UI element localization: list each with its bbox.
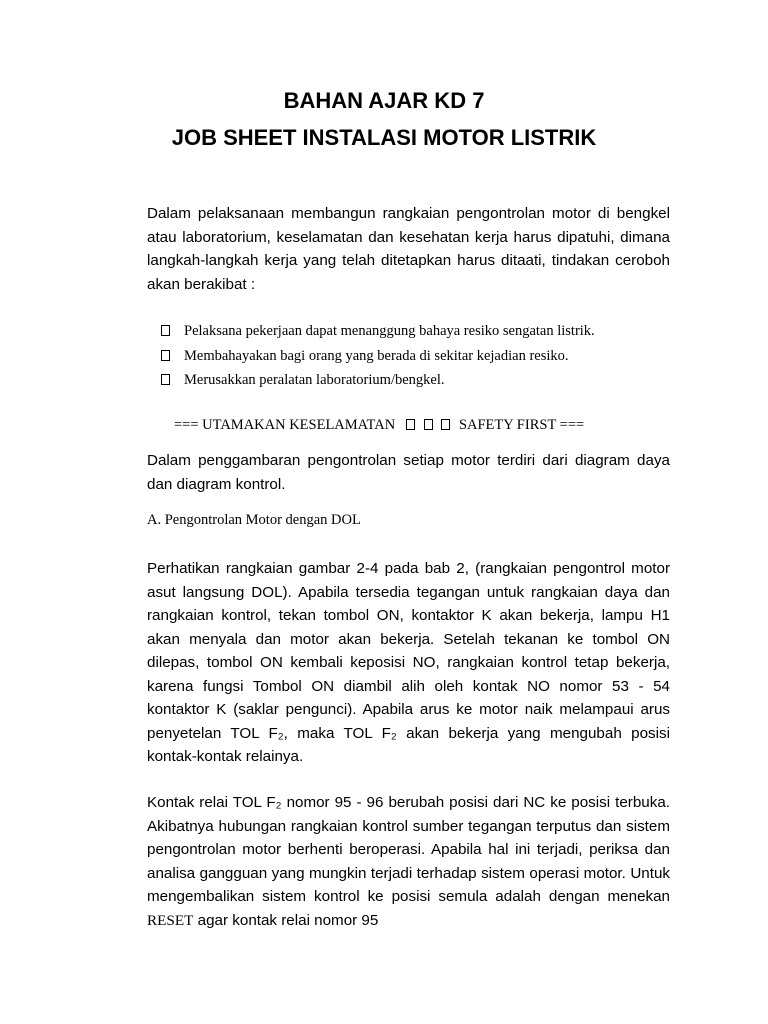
relay-paragraph xyxy=(147,791,670,932)
box-glyph-icon xyxy=(424,419,433,430)
document-title: BAHAN AJAR KD 7 xyxy=(283,88,485,113)
list-item xyxy=(161,319,681,344)
safety-banner-left: === UTAMAKAN KESELAMATAN xyxy=(174,417,396,433)
safety-banner xyxy=(174,414,584,436)
checkbox-bullet-icon xyxy=(161,350,170,361)
list-item-text: Membahayakan bagi orang yang berada di sekitar kejadian resiko. xyxy=(184,347,569,364)
list-item-text: Pelaksana pekerjaan dapat menanggung bahaya resiko sengatan listrik. xyxy=(184,323,595,339)
section-heading: A. Pengontrolan Motor dengan DOL xyxy=(147,512,361,528)
risk-list xyxy=(161,319,681,393)
box-glyph-icon xyxy=(441,419,450,430)
document-subtitle: JOB SHEET INSTALASI MOTOR LISTRIK xyxy=(171,125,597,150)
safety-banner-right: SAFETY FIRST === xyxy=(458,417,585,433)
intro-paragraph: Dalam pelaksanaan membangun rangkaian pengontrolan motor di bengkel atau laboratorium, keselamatan dan kesehatan kerja harus dipatuhi, dimana langkah-langkah kerja yang telah ditetapkan harus ditaati, tindakan ceroboh akan berakibat : xyxy=(147,205,670,293)
relay-paragraph-text: Kontak relai TOL F₂ nomor 95 - 96 berubah posisi dari NC ke posisi terbuka. Akibatnya hubungan rangkaian kontrol sumber tegangan terputus dan sistem pengontrolan motor berhenti beroperasi. Apabila hal ini terjadi, periksa dan analisa gangguan yang mungkin terjadi terhadap sistem operasi motor. Untuk mengembalikan sistem kontrol ke posisi semula adalah dengan menekan xyxy=(147,794,670,905)
list-item xyxy=(161,368,681,393)
dol-paragraph: Perhatikan rangkaian gambar 2-4 pada bab 2, (rangkaian pengontrol motor asut langsung DOL). Apabila tersedia tegangan untuk rangkaian daya dan rangkaian kontrol, tekan tombol ON, kontaktor K akan bekerja, lampu H1 akan menyala dan motor akan bekerja. Setelah tekanan ke tombol ON dilepas, tombol ON kembali keposisi NO, rangkaian kontrol tetap bekerja, karena fungsi Tombol ON diambil alih oleh kontak NO nomor 53 - 54 kontaktor K (saklar pengunci). Apabila arus ke motor naik melampaui arus penyetelan TOL F₂, maka TOL F₂ akan bekerja yang mengubah posisi kontak-kontak relainya. xyxy=(147,560,670,765)
diagram-intro-paragraph: Dalam penggambaran pengontrolan setiap motor terdiri dari diagram daya dan diagram kontrol. xyxy=(147,452,670,493)
checkbox-bullet-icon xyxy=(161,325,170,336)
reset-term: RESET xyxy=(147,911,194,929)
box-glyph-icon xyxy=(406,419,415,430)
checkbox-bullet-icon xyxy=(161,374,170,385)
relay-paragraph-tail: agar kontak relai nomor 95 xyxy=(197,911,379,929)
list-item xyxy=(161,344,681,369)
list-item-text: Merusakkan peralatan laboratorium/bengkel. xyxy=(184,372,445,388)
